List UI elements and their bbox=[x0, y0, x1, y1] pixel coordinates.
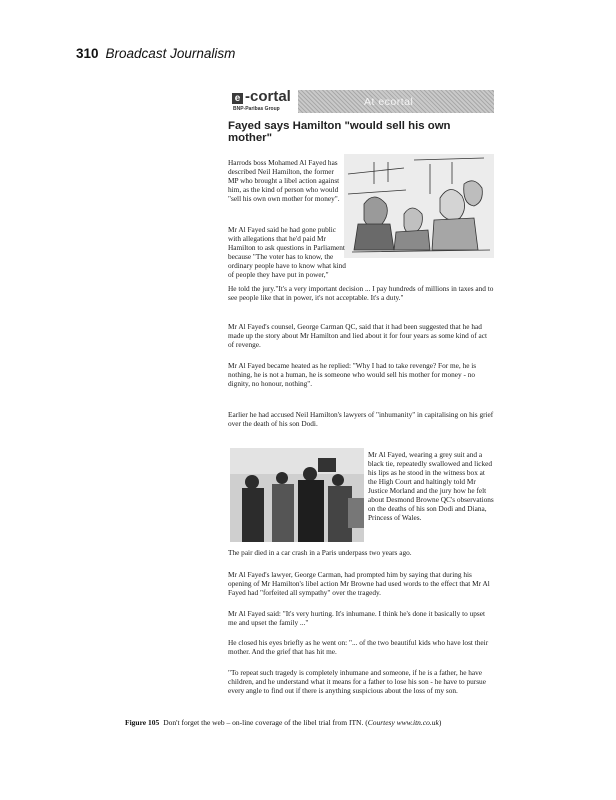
site-banner[interactable] bbox=[298, 90, 494, 113]
banner-text: At ecortal bbox=[364, 96, 414, 108]
site-header bbox=[228, 88, 494, 118]
page-number: 310 bbox=[76, 46, 99, 61]
article-paragraph: Mr Al Fayed's counsel, George Carman QC, said that it had been suggested that he had made up the story about Mr Hamilton and lied about it for four years as some kind of act of revenge. bbox=[228, 322, 487, 349]
caption-text: Don't forget the web – on-line coverage of the libel trial from ITN. ( bbox=[163, 718, 368, 727]
crowd-photo bbox=[230, 448, 364, 542]
article-paragraph: Mr Al Fayed said he had gone public with allegations that he'd paid Mr Hamilton to ask questions in Parliament because "The voter has to know, the ordinary people have to know what kind of people they have put in power," bbox=[228, 225, 346, 279]
article-paragraph: He told the jury."It's a very important decision ... I pay hundreds of millions in taxes and to see people like that in power, it's not acceptable. It's a duty." bbox=[228, 284, 494, 302]
article-paragraph: Mr Al Fayed became heated as he replied: "Why I had to take revenge? For me, he is nothing, he is not a human, he is someone who would sell his mother for money - no dignity, no honour, nothing". bbox=[228, 361, 477, 388]
article-paragraph: Harrods boss Mohamed Al Fayed has described Neil Hamilton, the former MP who brought a libel action against him, as the kind of person who would "sell his own own mother for money". bbox=[228, 158, 340, 203]
web-page-screenshot bbox=[228, 88, 494, 714]
article-headline: Fayed says Hamilton "would sell his own mother" bbox=[228, 120, 451, 144]
article-paragraph: "To repeat such tragedy is completely inhumane and someone, if he is a father, he have children, and he understand what it means for a father to lose his son - he have to pursue every angle to find out if there is anything suspicious about the loss of my son. bbox=[228, 668, 486, 695]
figure-caption bbox=[125, 718, 545, 727]
courtroom-sketch bbox=[344, 154, 494, 258]
logo-mark: e bbox=[232, 93, 243, 104]
logo-word: -cortal bbox=[245, 88, 291, 105]
caption-close: ) bbox=[438, 718, 442, 727]
caption-source: Courtesy www.itn.co.uk bbox=[367, 718, 439, 727]
book-title: Broadcast Journalism bbox=[105, 46, 236, 61]
article-paragraph: Mr Al Fayed said: "It's very hurting. It's inhumane. I think he's done it basically to upset me and upset the family ..." bbox=[228, 609, 486, 627]
article-paragraph: The pair died in a car crash in a Paris underpass two years ago. bbox=[228, 548, 412, 557]
logo-subtitle: BNP-Paribas Group bbox=[233, 106, 280, 112]
article-paragraph: Mr Al Fayed's lawyer, George Carman, had prompted him by saying that during his opening of Mr Hamilton's libel action Mr Browne had used words to the effect that Mr Al Fayed had "forfeited all sympathy" over the tragedy. bbox=[228, 570, 490, 597]
article-paragraph: He closed his eyes briefly as he went on: "... of the two beautiful kids who have lost their mother. And the grief that has hit me. bbox=[228, 638, 489, 656]
running-head bbox=[76, 46, 235, 61]
ecortal-logo[interactable] bbox=[232, 90, 296, 116]
figure-label: Figure 105 bbox=[125, 718, 160, 727]
article-paragraph: Earlier he had accused Neil Hamilton's lawyers of "inhumanity" in capitalising on his grief over the death of his son Dodi. bbox=[228, 410, 494, 428]
article-paragraph: Mr Al Fayed, wearing a grey suit and a black tie, repeatedly swallowed and licked his lips as he stood in the witness box at the High Court and haltingly told Mr Justice Morland and the jury how he felt about Desmond Browne QC's observations on the deaths of his son Dodi and Diana, Princess of Wales. bbox=[368, 450, 494, 522]
